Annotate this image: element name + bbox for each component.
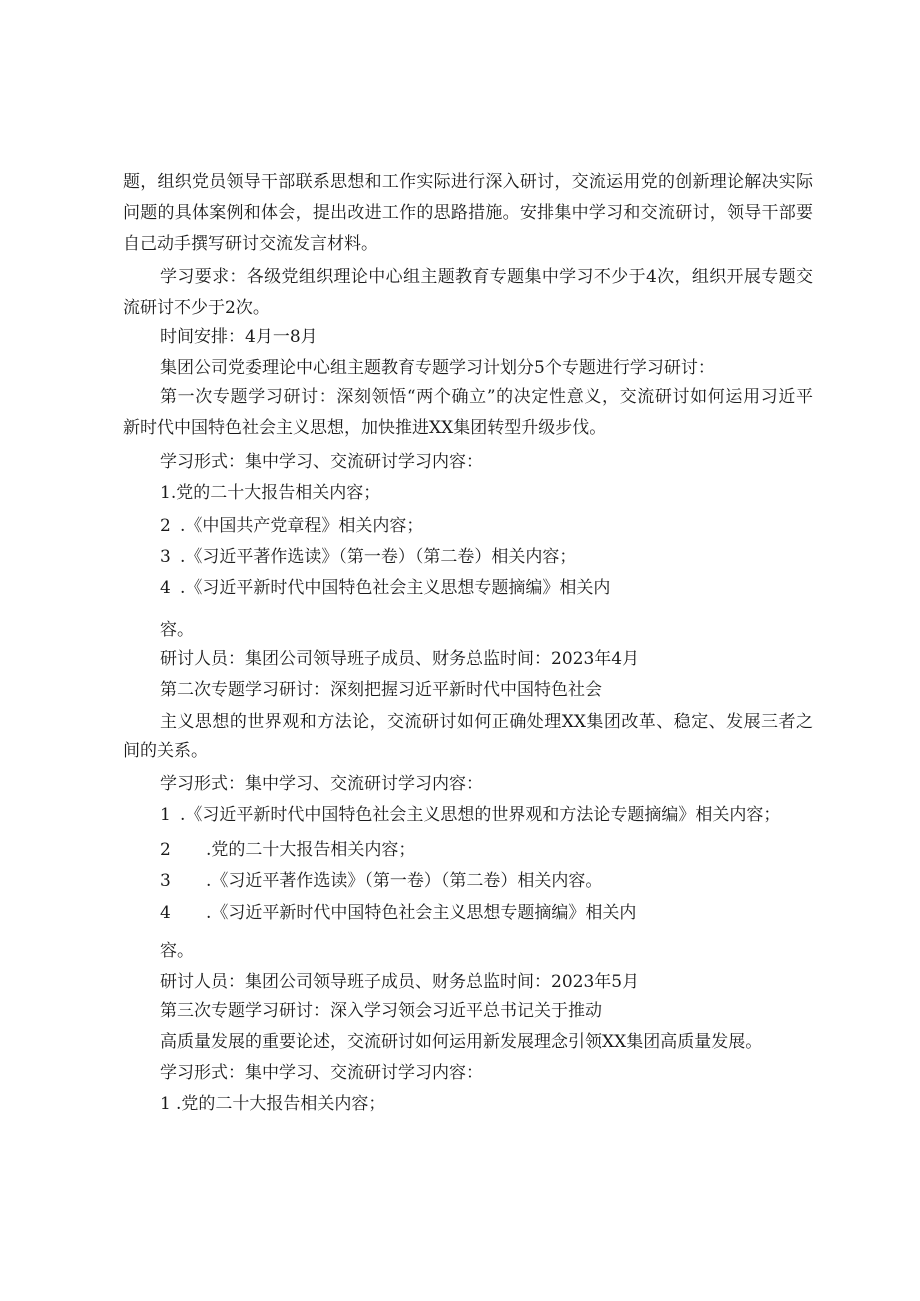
plan-intro: 集团公司党委理论中心组主题教育专题学习计划分5个专题进行学习研讨：: [160, 358, 715, 378]
session-3-title: 第三次专题学习研讨：深入学习领会习近平总书记关于推动: [160, 1001, 602, 1021]
list-item: [160, 839, 415, 861]
list-item: [160, 515, 423, 537]
list-item: [160, 902, 636, 924]
participants-line: 研讨人员：集团公司领导班子成员、财务总监时间：2023年4月: [160, 649, 640, 669]
paragraph-line: 自己动手撰写研讨交流发言材料。: [123, 234, 378, 254]
list-text: .《习近平著作选读》（第一卷）（第二卷）相关内容；: [180, 547, 577, 567]
list-number: 4: [160, 903, 171, 923]
list-text: .《中国共产党章程》相关内容；: [180, 516, 424, 536]
list-number: 1: [160, 805, 171, 825]
session-1-title: 第一次专题学习研讨：深刻领悟“两个确立”的决定性意义，交流研讨如何运用习近平: [160, 387, 813, 407]
list-number: 4: [160, 578, 171, 598]
paragraph-line: 问题的具体案例和体会，提出改进工作的思路措施。安排集中学习和交流研讨，领导干部要: [123, 203, 813, 223]
list-number: 3: [160, 547, 171, 567]
paragraph-line: 流研讨不少于2次。: [123, 298, 270, 318]
list-item: [160, 577, 610, 599]
list-item: [160, 870, 602, 892]
list-text: .《习近平新时代中国特色社会主义思想的世界观和方法论专题摘编》相关内容；: [180, 805, 781, 825]
list-number: 2: [160, 516, 171, 536]
list-text: .《习近平新时代中国特色社会主义思想专题摘编》相关内: [180, 578, 611, 598]
session-2-title: 第二次专题学习研讨：深刻把握习近平新时代中国特色社会: [160, 680, 602, 700]
participants-line: 研讨人员：集团公司领导班子成员、财务总监时间：2023年5月: [160, 972, 640, 992]
list-text: .党的二十大报告相关内容；: [176, 1094, 386, 1114]
list-item: [160, 804, 780, 826]
study-format: 学习形式：集中学习、交流研讨学习内容：: [160, 452, 483, 472]
paragraph-line: 间的关系。: [123, 741, 208, 761]
study-requirement-line: 学习要求：各级党组织理论中心组主题教育专题集中学习不少于4次，组织开展专题交: [160, 267, 813, 287]
list-continuation: 容。: [160, 620, 194, 640]
list-item: [160, 1093, 385, 1115]
study-format: 学习形式：集中学习、交流研讨学习内容：: [160, 1063, 483, 1083]
list-text: .《习近平著作选读》（第一卷）（第二卷）相关内容。: [206, 871, 603, 891]
list-number: 1: [160, 1094, 171, 1114]
paragraph-line: 题，组织党员领导干部联系思想和工作实际进行深入研讨，交流运用党的创新理论解决实际: [123, 172, 813, 192]
list-continuation: 容。: [160, 941, 194, 961]
list-number: 2: [160, 840, 171, 860]
study-format: 学习形式：集中学习、交流研讨学习内容：: [160, 774, 483, 794]
list-text: .《习近平新时代中国特色社会主义思想专题摘编》相关内: [206, 903, 637, 923]
paragraph-line: 主义思想的世界观和方法论，交流研讨如何正确处理XX集团改革、稳定、发展三者之: [160, 712, 813, 732]
list-item: [160, 546, 576, 568]
paragraph-line: 高质量发展的重要论述，交流研讨如何运用新发展理念引领XX集团高质量发展。: [160, 1032, 763, 1052]
list-item: 1.党的二十大报告相关内容；: [160, 483, 381, 503]
time-schedule: 时间安排：4月一8月: [160, 327, 318, 347]
paragraph-line: 新时代中国特色社会主义思想，加快推进XX集团转型升级步伐。: [123, 418, 607, 438]
list-number: 3: [160, 871, 171, 891]
list-text: .党的二十大报告相关内容；: [206, 840, 416, 860]
